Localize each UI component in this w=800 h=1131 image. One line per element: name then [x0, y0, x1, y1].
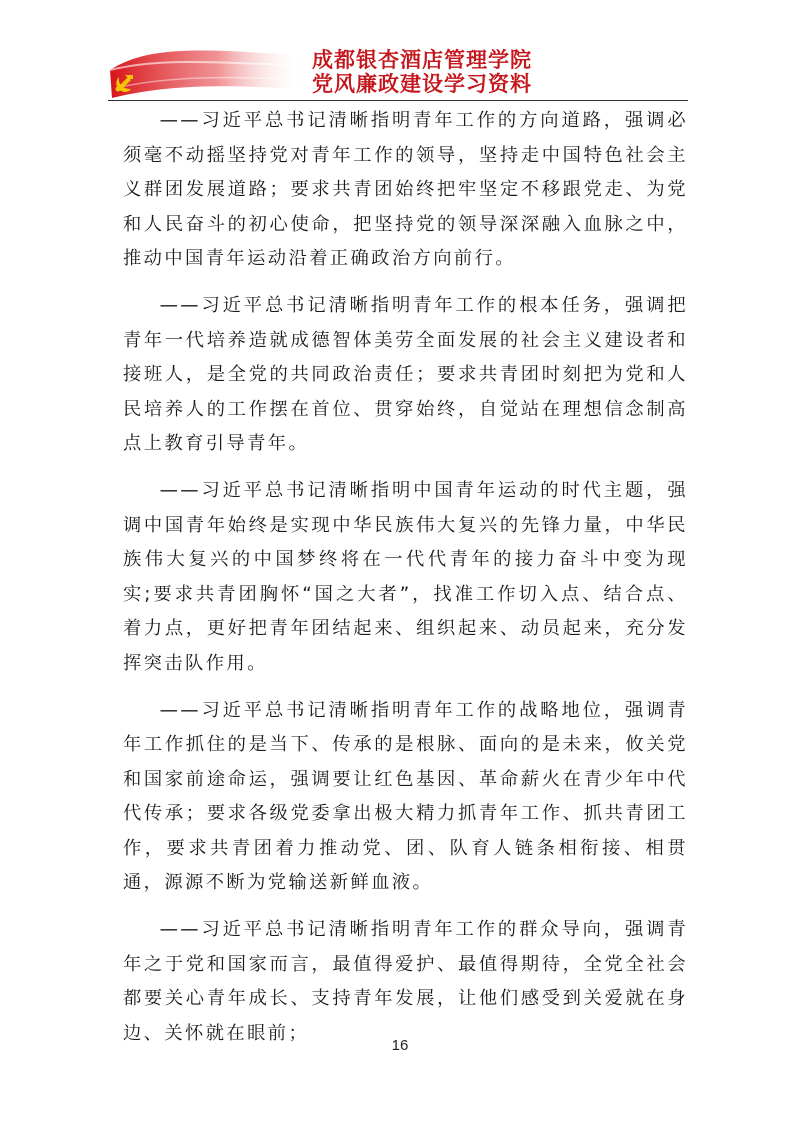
paragraph-status: ——习近平总书记清晰指明青年工作的战略地位，强调青年工作抓住的是当下、传承的是根脉、面向的是未来，攸关党和国家前途命运，强调要让红色基因、革命薪火在青少年中代代传承；要求各级党委拿出极大精力抓青年工作、抓共青团工作，要求共青团着力推动党、团、队育人链条相衔接、相贯通，源源不断为党输送新鲜血液。 [123, 699, 688, 894]
paragraph-orientation: ——习近平总书记清晰指明青年工作的群众导向，强调青年之于党和国家而言，最值得爱护、最值得期待，全党全社会都要关心青年成长、支持青年发展，让他们感受到关爱就在身边、关怀就在眼前； [123, 919, 688, 1044]
header-divider [108, 100, 688, 101]
page-number: 16 [391, 1037, 409, 1054]
header-title [312, 48, 692, 96]
paragraph-theme: ——习近平总书记清晰指明中国青年运动的时代主题，强调中国青年始终是实现中华民族伟大复兴的先锋力量，中华民族伟大复兴的中国梦终将在一代代青年的接力奋斗中变为现实;要求共青团胸怀“国之大者”，找准工作切入点、结合点、着力点，更好把青年团结起来、组织起来、动员起来，充分发挥突击队作用。 [123, 479, 688, 674]
header-title-line2: 党风廉政建设学习资料 [312, 71, 532, 96]
paragraph-task: ——习近平总书记清晰指明青年工作的根本任务，强调把青年一代培养造就成德智体美劳全面发展的社会主义建设者和接班人，是全党的共同政治责任；要求共青团时刻把为党和人民培养人的工作摆在首位、贯穿始终，自觉站在理想信念制高点上教育引导青年。 [123, 294, 688, 455]
document-header [108, 40, 688, 102]
party-emblem-flag-icon [108, 40, 308, 100]
header-title-line1: 成都银杏酒店管理学院 [312, 47, 532, 72]
document-body [123, 104, 688, 1051]
paragraph-direction: ——习近平总书记清晰指明青年工作的方向道路，强调必须毫不动摇坚持党对青年工作的领导，坚持走中国特色社会主义群团发展道路；要求共青团始终把牢坚定不移跟党走、为党和人民奋斗的初心使命，把坚持党的领导深深融入血脉之中，推动中国青年运动沿着正确政治方向前行。 [123, 110, 688, 270]
